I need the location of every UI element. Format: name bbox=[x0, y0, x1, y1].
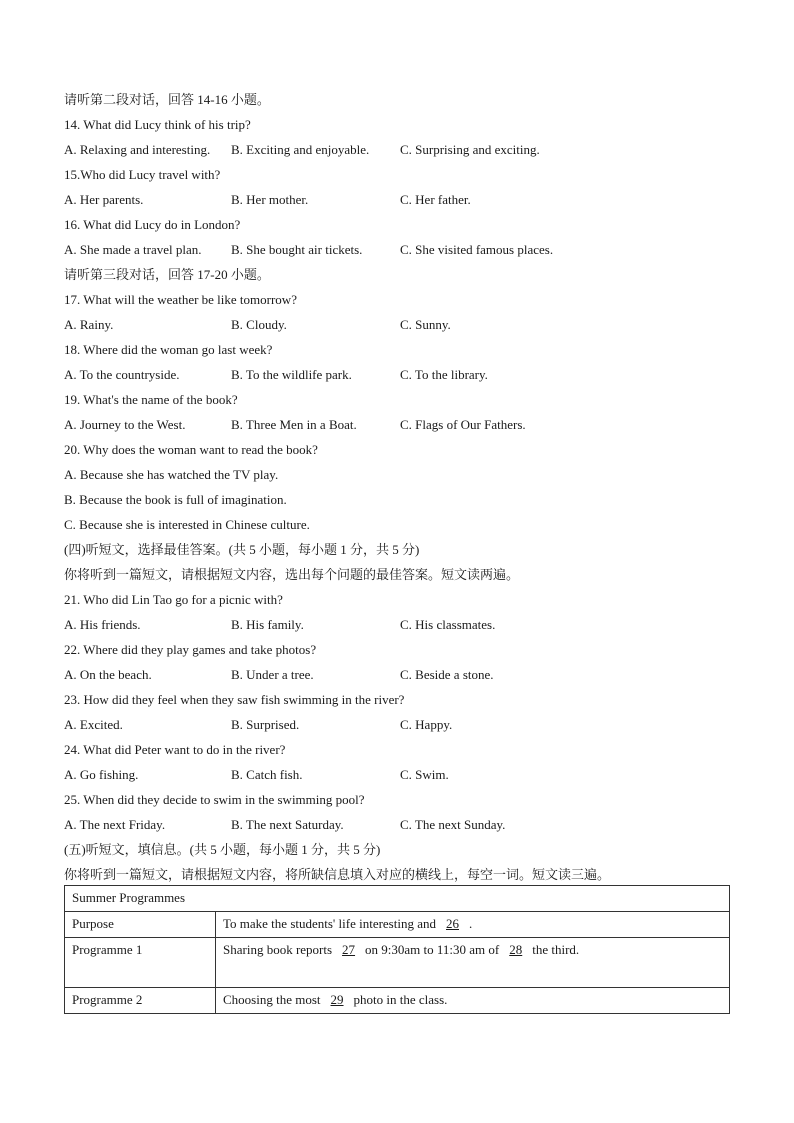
option-c: C. His classmates. bbox=[400, 617, 496, 632]
question-19-options bbox=[64, 415, 730, 440]
question-22-stem: 22. Where did they play games and take photos? bbox=[64, 642, 317, 657]
option-a: A. Journey to the West. bbox=[64, 417, 186, 432]
option-c: C. She visited famous places. bbox=[400, 242, 554, 257]
section-2-intro: 请听第二段对话，回答 14-16 小题。 bbox=[64, 92, 270, 107]
option-c: C. Happy. bbox=[400, 717, 453, 732]
question-25-options bbox=[64, 815, 730, 840]
question-22-options bbox=[64, 665, 730, 690]
question-25-stem: 25. When did they decide to swim in the swimming pool? bbox=[64, 792, 365, 807]
question-23-options bbox=[64, 715, 730, 740]
option-b: B. The next Saturday. bbox=[231, 817, 344, 832]
row-text: Choosing the most bbox=[223, 992, 321, 1007]
option-b: B. To the wildlife park. bbox=[231, 367, 352, 382]
row-content bbox=[216, 938, 730, 988]
option-a: A. On the beach. bbox=[64, 667, 152, 682]
question-14-options bbox=[64, 140, 730, 165]
question-18-options bbox=[64, 365, 730, 390]
option-c: C. Her father. bbox=[400, 192, 471, 207]
question-19-stem: 19. What's the name of the book? bbox=[64, 392, 238, 407]
part-4-title: (四)听短文，选择最佳答案。(共 5 小题，每小题 1 分，共 5 分) bbox=[64, 542, 420, 557]
row-content bbox=[216, 912, 730, 938]
part-5-intro: 你将听到一篇短文，请根据短文内容，将所缺信息填入对应的横线上，每空一词。短文读三遍。 bbox=[64, 867, 611, 882]
option-a: A. Go fishing. bbox=[64, 767, 139, 782]
blank-29: 29 bbox=[330, 992, 344, 1007]
question-21-stem: 21. Who did Lin Tao go for a picnic with? bbox=[64, 592, 283, 607]
question-15-options bbox=[64, 190, 730, 215]
option-a: A. Relaxing and interesting. bbox=[64, 142, 211, 157]
row-content bbox=[216, 988, 730, 1014]
question-17-options bbox=[64, 315, 730, 340]
option-b: B. His family. bbox=[231, 617, 304, 632]
option-b: B. Under a tree. bbox=[231, 667, 314, 682]
section-3-intro: 请听第三段对话，回答 17-20 小题。 bbox=[64, 267, 270, 282]
option-c: C. Beside a stone. bbox=[400, 667, 494, 682]
option-a: A. She made a travel plan. bbox=[64, 242, 202, 257]
blank-27: 27 bbox=[342, 942, 356, 957]
row-text: on 9:30am to 11:30 am of bbox=[365, 942, 500, 957]
question-15-stem: 15.Who did Lucy travel with? bbox=[64, 167, 221, 182]
row-text: the third. bbox=[532, 942, 580, 957]
option-a: A. Her parents. bbox=[64, 192, 144, 207]
info-table bbox=[64, 885, 730, 1014]
blank-28: 28 bbox=[509, 942, 523, 957]
row-text: photo in the class. bbox=[353, 992, 448, 1007]
option-b: B. She bought air tickets. bbox=[231, 242, 363, 257]
question-24-stem: 24. What did Peter want to do in the river? bbox=[64, 742, 286, 757]
question-20-option-b: B. Because the book is full of imagination. bbox=[64, 492, 287, 507]
row-label: Purpose bbox=[65, 912, 216, 938]
table-header: Summer Programmes bbox=[65, 886, 730, 912]
table-row bbox=[65, 988, 730, 1014]
option-c: C. Surprising and exciting. bbox=[400, 142, 540, 157]
question-16-stem: 16. What did Lucy do in London? bbox=[64, 217, 241, 232]
question-14-stem: 14. What did Lucy think of his trip? bbox=[64, 117, 251, 132]
table-row bbox=[65, 938, 730, 988]
question-20-option-a: A. Because she has watched the TV play. bbox=[64, 467, 279, 482]
exam-page bbox=[64, 90, 730, 890]
part-5-title: (五)听短文，填信息。(共 5 小题，每小题 1 分，共 5 分) bbox=[64, 842, 381, 857]
option-c: C. Sunny. bbox=[400, 317, 451, 332]
row-label: Programme 1 bbox=[65, 938, 216, 988]
row-text: To make the students' life interesting and bbox=[223, 916, 436, 931]
option-b: B. Surprised. bbox=[231, 717, 300, 732]
option-b: B. Three Men in a Boat. bbox=[231, 417, 357, 432]
option-b: B. Exciting and enjoyable. bbox=[231, 142, 370, 157]
row-text: Sharing book reports bbox=[223, 942, 333, 957]
question-17-stem: 17. What will the weather be like tomorrow? bbox=[64, 292, 297, 307]
question-21-options bbox=[64, 615, 730, 640]
question-16-options bbox=[64, 240, 730, 265]
option-c: C. Swim. bbox=[400, 767, 449, 782]
option-a: A. Excited. bbox=[64, 717, 123, 732]
table-row bbox=[65, 912, 730, 938]
option-b: B. Her mother. bbox=[231, 192, 309, 207]
question-18-stem: 18. Where did the woman go last week? bbox=[64, 342, 273, 357]
question-23-stem: 23. How did they feel when they saw fish swimming in the river? bbox=[64, 692, 405, 707]
option-c: C. Flags of Our Fathers. bbox=[400, 417, 526, 432]
option-c: C. To the library. bbox=[400, 367, 488, 382]
blank-26: 26 bbox=[446, 916, 459, 931]
option-b: B. Catch fish. bbox=[231, 767, 303, 782]
option-a: A. To the countryside. bbox=[64, 367, 180, 382]
option-a: A. The next Friday. bbox=[64, 817, 166, 832]
option-b: B. Cloudy. bbox=[231, 317, 287, 332]
question-20-stem: 20. Why does the woman want to read the book? bbox=[64, 442, 318, 457]
row-label: Programme 2 bbox=[65, 988, 216, 1014]
row-text-end: . bbox=[469, 916, 473, 931]
option-a: A. His friends. bbox=[64, 617, 141, 632]
option-c: C. The next Sunday. bbox=[400, 817, 506, 832]
table-header-row bbox=[65, 886, 730, 912]
question-20-option-c: C. Because she is interested in Chinese culture. bbox=[64, 517, 310, 532]
part-4-intro: 你将听到一篇短文，请根据短文内容，选出每个问题的最佳答案。短文读两遍。 bbox=[64, 567, 520, 582]
option-a: A. Rainy. bbox=[64, 317, 114, 332]
question-24-options bbox=[64, 765, 730, 790]
